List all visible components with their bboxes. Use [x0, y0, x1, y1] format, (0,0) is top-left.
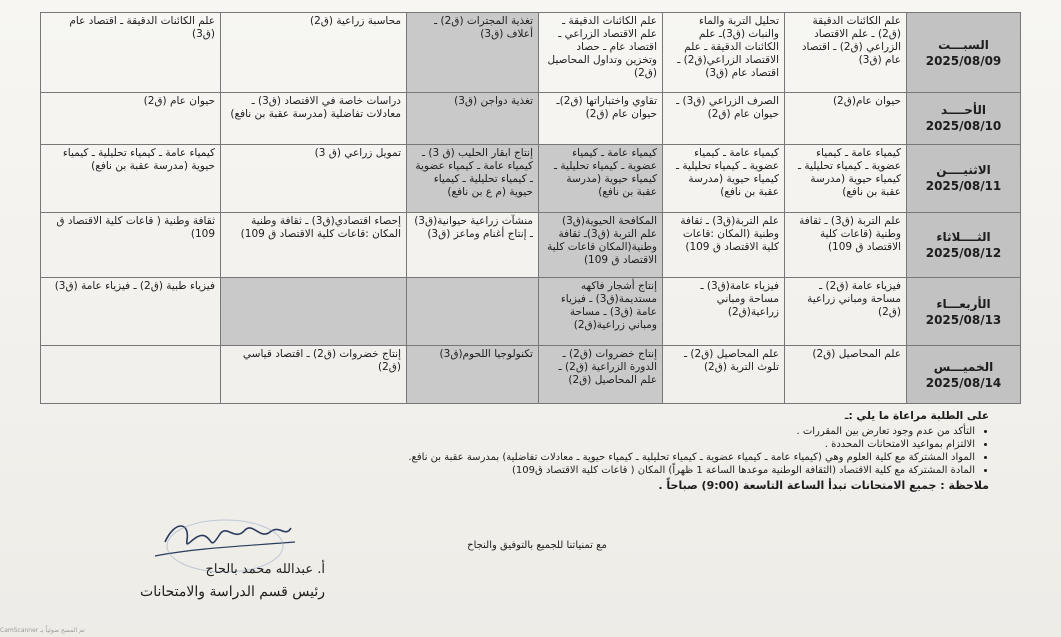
course-cell [221, 278, 407, 346]
day-date: 2025/08/12 [925, 246, 1002, 261]
course-cell: علم المحاصيل (ق2) [785, 346, 907, 404]
day-cell [907, 278, 1021, 346]
course-cell: كيمياء عامة ـ كيمياء عضوية ـ كيمياء تحليلية ـ كيمياء حيوية (مدرسة عقبة بن نافع) [539, 144, 663, 212]
day-name: الثــــلاثاء [936, 230, 991, 245]
note-item: • الالتزام بمواعيد الامتحانات المحددة . [89, 438, 975, 451]
note-item: • المواد المشتركة مع كلية العلوم وهي (كيمياء عامة ـ كيمياء عضوية ـ كيمياء تحليلية ـ كيمياء حيوية ـ معادلات تفاضلية) بمدرسة عقبة بن نافع. [89, 451, 975, 464]
exam-schedule-table [40, 12, 1021, 404]
course-cell: تكنولوجيا اللحوم(ق3) [407, 346, 539, 404]
notes-title: على الطلبة مراعاة ما يلي :ـ [844, 410, 989, 422]
course-cell: علم الكائنات الدقيقة ـ اقتصاد عام (ق3) [41, 13, 221, 93]
course-cell: فيزياء طبية (ق2) ـ فيزياء عامة (ق3) [41, 278, 221, 346]
day-cell [907, 212, 1021, 278]
day-cell [907, 346, 1021, 404]
day-date: 2025/08/10 [925, 119, 1002, 134]
course-cell: تقاوي واختباراتها (ق2)ـ حيوان عام (ق2) [539, 93, 663, 144]
course-cell: كيمياء عامة ـ كيمياء تحليلية ـ كيمياء حيوية (مدرسة عقبة بن نافع) [41, 144, 221, 212]
course-cell: إنتاج أشجار فاكهه مستديمة(ق3) ـ فيزياء عامة (ق3) ـ مساحة ومباني زراعية(ق2) [539, 278, 663, 346]
course-cell: منشآت زراعية حيوانية(ق3) ـ إنتاج أغنام وماعز (ق3) [407, 212, 539, 278]
day-date: 2025/08/11 [925, 179, 1002, 194]
note-item: • التأكد من عدم وجود تعارض بين المقررات . [89, 425, 975, 438]
note-item: • المادة المشتركة مع كلية الاقتصاد (الثقافة الوطنية موعدها الساعة 1 ظهراً) المكان ( قاعات كلية الاقتصاد ق109) [89, 464, 975, 477]
schedule-row [41, 278, 1021, 346]
schedule-row [41, 144, 1021, 212]
course-cell: المكافحة الحيوية(ق3) علم التربة (ق3)ـ ثقافة وطنية(المكان قاعات كلية الاقتصاد ق 109) [539, 212, 663, 278]
day-name: الاثنيــــن [936, 163, 991, 178]
course-cell: دراسات خاصة في الاقتصاد (ق3) ـ معادلات تفاضلية (مدرسة عقبة بن نافع) [221, 93, 407, 144]
course-cell: إنتاج ابقار الحليب (ق 3) ـ كيمياء عامة ـ كيمياء عضوية ـ كيمياء تحليلية ـ كيمياء حيوية (م ع بن نافع) [407, 144, 539, 212]
course-cell: حيوان عام (ق2) [41, 93, 221, 144]
course-cell: علم الكائنات الدقيقة ـ علم الاقتصاد الزراعي ـ اقتصاد عام ـ حصاد وتخزين وتداول المحاصيل (ق2) [539, 13, 663, 93]
course-cell: الصرف الزراعي (ق3) ـ حيوان عام (ق2) [663, 93, 785, 144]
day-date: 2025/08/13 [925, 312, 1002, 327]
schedule-row [41, 93, 1021, 144]
closing-wish: مع تمنياتنا للجميع بالتوفيق والنجاح [467, 540, 607, 551]
day-cell [907, 13, 1021, 93]
course-cell: إحصاء اقتصادي(ق3) ـ ثقافة وطنية المكان :قاعات كلية الاقتصاد ق 109) [221, 212, 407, 278]
course-cell [41, 346, 221, 404]
course-cell: تغذية دواجن (ق3) [407, 93, 539, 144]
course-cell: محاسبة زراعية (ق2) [221, 13, 407, 93]
course-cell: علم التربة (ق3) ـ ثقافة وطنية (قاعات كلية الاقتصاد ق 109) [785, 212, 907, 278]
course-cell: علم التربة(ق3) ـ ثقافة وطنية (المكان :قاعات كلية الاقتصاد ق 109) [663, 212, 785, 278]
day-name: الخميـــس [933, 359, 994, 374]
scanner-footer: CamScanner تم المسح ضوئياً بـ [0, 627, 85, 634]
course-cell: إنتاج خضروات (ق2) ـ اقتصاد قياسي (ق2) [221, 346, 407, 404]
schedule-row [41, 212, 1021, 278]
schedule-row [41, 13, 1021, 93]
day-name: السبـــت [938, 37, 989, 52]
day-name: الأربعـــاء [936, 296, 991, 311]
course-cell: كيمياء عامة ـ كيمياء عضوية ـ كيمياء تحليلية ـ كيمياء حيوية (مدرسة عقبة بن نافع) [663, 144, 785, 212]
course-cell: كيمياء عامة ـ كيمياء عضوية ـ كيمياء تحليلية ـ كيمياء حيوية (مدرسة عقبة بن نافع) [785, 144, 907, 212]
notes-section [89, 410, 989, 492]
day-name: الأحــــد [940, 103, 987, 118]
course-cell: تغذية المجترات (ق2) ـ أعلاف (ق3) [407, 13, 539, 93]
course-cell: إنتاج خضروات (ق2) ـ الدورة الزراعية (ق2) ـ علم المحاصيل (ق2) [539, 346, 663, 404]
course-cell: تمويل زراعي (ق 3) [221, 144, 407, 212]
day-cell [907, 93, 1021, 144]
course-cell [407, 278, 539, 346]
day-date: 2025/08/14 [925, 375, 1002, 390]
notes-remark: ملاحظة : جميع الامتحانات تبدأ الساعة التاسعة (9:00) صباحاً . [658, 479, 989, 492]
course-cell: تحليل التربة والماء والنبات (ق3)ـ علم الكائنات الدقيقة ـ علم الاقتصاد الزراعي(ق2) ـ اقتصاد عام (ق3) [663, 13, 785, 93]
signatory-name: أ. عبدالله محمد بالحاج [205, 562, 325, 577]
course-cell: ثقافة وطنية ( قاعات كلية الاقتصاد ق 109) [41, 212, 221, 278]
course-cell: علم الكائنات الدقيقة (ق2) ـ علم الاقتصاد الزراعي (ق2) ـ اقتصاد عام (ق3) [785, 13, 907, 93]
day-cell [907, 144, 1021, 212]
notes-list [89, 425, 989, 477]
day-date: 2025/08/09 [925, 53, 1002, 68]
schedule-row [41, 346, 1021, 404]
course-cell: علم المحاصيل (ق2) ـ تلوث التربة (ق2) [663, 346, 785, 404]
course-cell: فيزياء عامة (ق2) ـ مساحة ومباني زراعية (ق2) [785, 278, 907, 346]
signatory-role: رئيس قسم الدراسة والامتحانات [140, 584, 325, 600]
signature-block [95, 512, 325, 612]
course-cell: فيزياء عامة(ق3) ـ مساحة ومباني زراعية(ق2) [663, 278, 785, 346]
course-cell: حيوان عام(ق2) [785, 93, 907, 144]
